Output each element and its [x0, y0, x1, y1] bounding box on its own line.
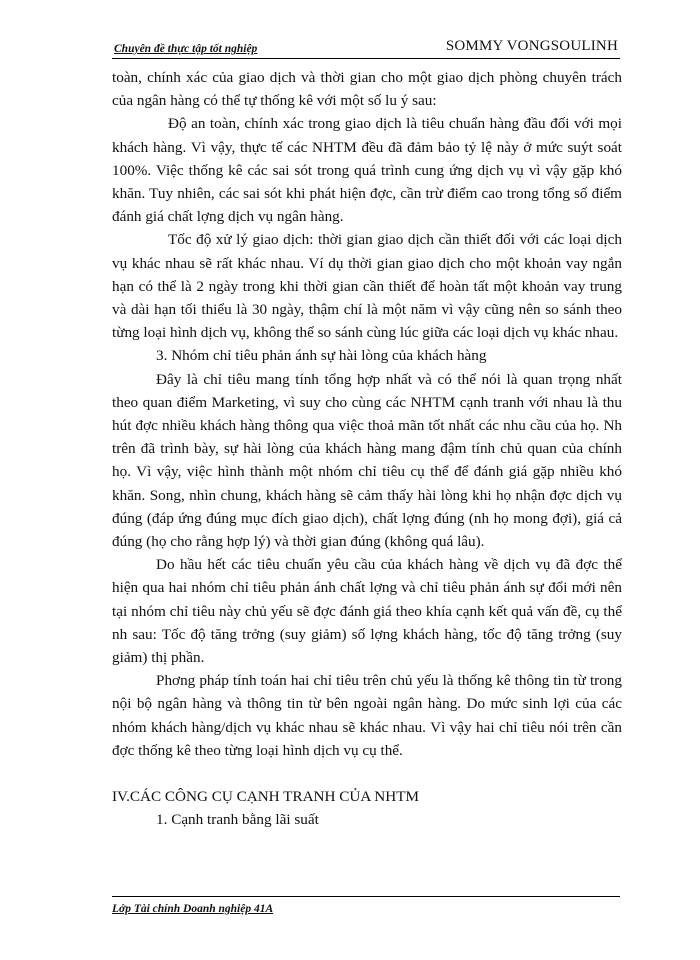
page-footer: Lớp Tài chính Doanh nghiệp 41A: [112, 903, 274, 915]
paragraph-method: Phơng pháp tính toán hai chỉ tiêu trên chủ yếu là thống kê thông tin từ trong nội bộ ngân hàng và thông tin từ bên ngoài ngân hàng. Do mức sinh lợi của các nhóm khách hàng/dịch vụ khác nhau sẽ khác nhau. Vì vậy hai chỉ tiêu nói trên cần đợc thống kê theo từng loại hình dịch vụ cụ thể.: [112, 672, 622, 759]
paragraph-continuation: toàn, chính xác của giao dịch và thời gian cho một giao dịch phòng chuyên trách của ngân hàng có thể tự thống kê với một số lu ý sau:: [112, 69, 622, 110]
subsection-heading: 1. Cạnh tranh bằng lãi suất: [156, 811, 319, 829]
chapter-heading: IV.CÁC CÔNG CỤ CẠNH TRANH CỦA NHTM: [112, 788, 420, 806]
document-body: [112, 66, 622, 832]
section-heading-satisfaction: 3. Nhóm chỉ tiêu phản ánh sự hài lòng của khách hàng: [156, 347, 487, 365]
footer-divider: [112, 896, 620, 897]
paragraph-speed: Tốc độ xử lý giao dịch: thời gian giao dịch cần thiết đối với các loại dịch vụ khác nhau sẽ rất khác nhau. Ví dụ thời gian giao dịch cho một khoản vay ngắn hạn có thể là 2 ngày trong khi thời gian cần thiết để hoàn tất một khoản vay trung và dài hạn tối thiểu là 30 ngày, thậm chí là một năm vì vậy cũng nên so sánh theo từng loại hình dịch vụ, không thể so sánh cùng lúc giữa các loại dịch vụ khác nhau.: [112, 231, 622, 342]
header-author-name: SOMMY VONGSOULINH: [445, 38, 618, 54]
page-header: [112, 36, 620, 59]
paragraph-customer-standards: Do hầu hết các tiêu chuẩn yêu cầu của khách hàng về dịch vụ đã đợc thể hiện qua hai nhóm chỉ tiêu phản ánh chất lợng và chỉ tiêu phản ánh sự đổi mới nên tại nhóm chỉ tiêu này chủ yếu sẽ đợc đánh giá theo khía cạnh kết quả vấn đề, cụ thể nh sau: Tốc độ tăng trởng (suy giảm) số lợng khách hàng, tốc độ tăng trởng (suy giảm) thị phần.: [112, 556, 622, 667]
header-report-title: Chuyên đề thực tập tốt nghiệp: [114, 43, 258, 55]
paragraph-accuracy: Độ an toàn, chính xác trong giao dịch là tiêu chuẩn hàng đầu đối với mọi khách hàng. Vì vậy, thực tế các NHTM đều đã đảm bảo tỷ lệ này ở mức suýt soát 100%. Việc thống kê các sai sót trong quá trình cung ứng dịch vụ vì vậy gặp khó khăn. Tuy nhiên, các sai sót khi phát hiện đợc, cần trừ điểm cao trong tổng số điểm đánh giá chất lợng dịch vụ ngân hàng.: [112, 115, 622, 226]
paragraph-satisfaction: Đây là chỉ tiêu mang tính tổng hợp nhất và có thể nói là quan trọng nhất theo quan điểm Marketing, vì suy cho cùng các NHTM cạnh tranh với nhau là thu hút đợc nhiều khách hàng thông qua việc thoả mãn tốt nhất các nhu cầu của họ. Nh trên đã trình bày, sự hài lòng của khách hàng mang đậm tính chủ quan của chính họ. Vì vậy, việc hình thành một nhóm chỉ tiêu cụ thể để đánh giá gặp nhiều khó khăn. Song, nhìn chung, khách hàng sẽ cảm thấy hài lòng khi họ nhận đợc dịch vụ đúng (đáp ứng đúng mục đích giao dịch), chất lợng đúng (nh họ mong đợi), giá cả đúng (họ cho rằng hợp lý) và thời gian đúng (không quá lâu).: [112, 370, 622, 551]
